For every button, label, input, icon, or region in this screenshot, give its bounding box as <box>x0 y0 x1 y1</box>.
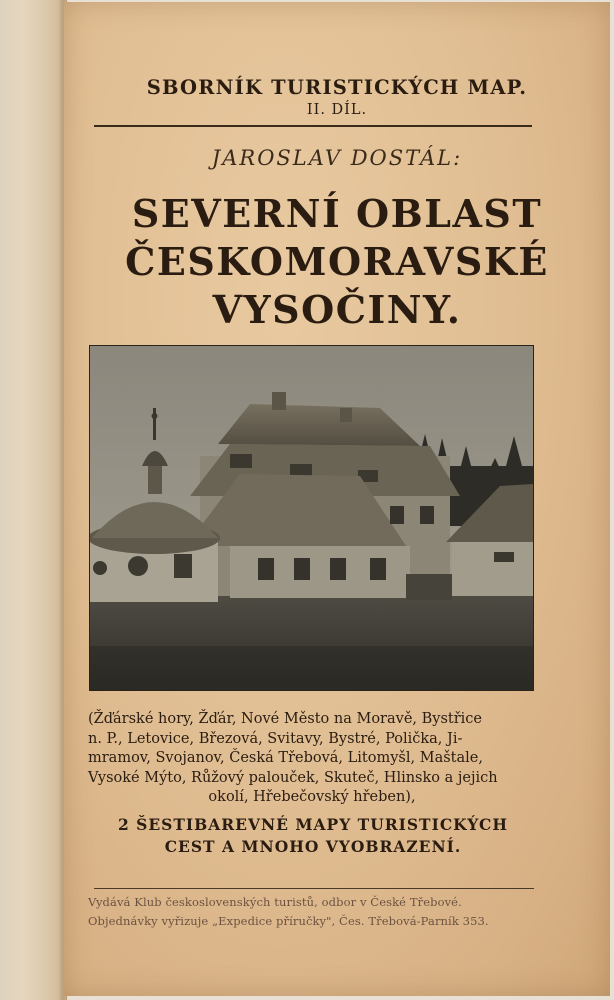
publisher-line-1: Vydává Klub československých turistů, odbor v České Třebové. <box>88 895 462 909</box>
book-spine <box>0 0 67 1000</box>
manor-house-photo-drawing <box>90 346 533 690</box>
maps-note <box>78 814 548 858</box>
author-name: JAROSLAV DOSTÁL: <box>211 146 463 170</box>
places-list <box>88 710 536 808</box>
part-number: II. DÍL. <box>306 102 368 118</box>
book-cover <box>64 2 610 996</box>
series-title: SBORNÍK TURISTICKÝCH MAP. <box>146 76 528 99</box>
main-title <box>74 190 600 334</box>
places-line: n. P., Letovice, Březová, Svitavy, Bystré, Polička, Ji- <box>88 730 463 747</box>
cover-photo-manor-house <box>89 345 534 691</box>
places-line: okolí, Hřebečovský hřeben), <box>208 789 416 805</box>
maps-line-2: CEST A MNOHO VYOBRAZENÍ. <box>164 837 462 856</box>
publisher-info <box>88 893 540 931</box>
top-divider <box>94 125 532 127</box>
places-line: (Žďárské hory, Žďár, Nové Město na Moravě, Bystřice <box>88 711 483 727</box>
title-line-2: ČESKOMORAVSKÉ <box>125 239 549 284</box>
title-line-1: SEVERNÍ OBLAST <box>131 191 543 236</box>
bottom-divider <box>94 888 534 889</box>
publisher-line-2: Objednávky vyřizuje „Expedice příručky", Čes. Třebová-Parník 353. <box>88 914 489 928</box>
places-line: Vysoké Mýto, Růžový palouček, Skuteč, Hlinsko a jejich <box>88 769 498 786</box>
places-line: mramov, Svojanov, Česká Třebová, Litomyšl, Maštale, <box>88 750 483 766</box>
maps-line-1: 2 ŠESTIBAREVNÉ MAPY TURISTICKÝCH <box>117 815 509 834</box>
title-line-3: VYSOČINY. <box>212 287 462 332</box>
